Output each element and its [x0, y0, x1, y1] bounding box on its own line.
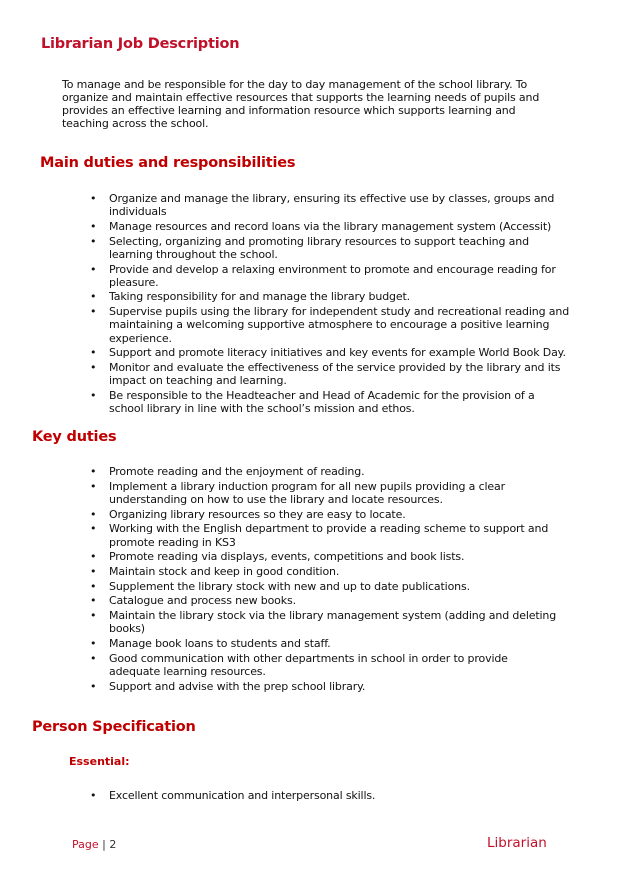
- key-duties-list: [90, 465, 560, 694]
- list-item: • Be responsible to the Headteacher and Head of Academic for the provision of a school library in line with the school’s mission and ethos.: [90, 389, 570, 415]
- list-item: • Excellent communication and interpersonal skills.: [90, 789, 560, 802]
- footer-page-number: [72, 838, 116, 851]
- intro-paragraph: To manage and be responsible for the day to day management of the school library. To organize and maintain effective resources that supports the learning needs of pupils and provides an effective learning and information resource which supports learning and teaching across the school.: [62, 78, 540, 130]
- list-item: • Support and promote literacy initiatives and key events for example World Book Day.: [90, 346, 570, 359]
- list-item: • Catalogue and process new books.: [90, 594, 560, 607]
- list-item: • Support and advise with the prep school library.: [90, 680, 560, 693]
- list-item: • Supplement the library stock with new and up to date publications.: [90, 580, 560, 593]
- person-spec-list: [90, 789, 560, 804]
- footer-doc-name: Librarian: [487, 835, 547, 851]
- list-item: • Maintain the library stock via the library management system (adding and deleting books): [90, 609, 560, 635]
- key-duties-heading: Key duties: [32, 429, 117, 445]
- list-item: • Supervise pupils using the library for independent study and recreational reading and maintaining a welcoming supportive atmosphere to encourage a positive learning experience.: [90, 305, 570, 345]
- essential-subheading: Essential:: [69, 755, 130, 768]
- list-item: • Monitor and evaluate the effectiveness of the service provided by the library and its impact on teaching and learning.: [90, 361, 570, 387]
- main-duties-heading: Main duties and responsibilities: [40, 155, 296, 171]
- list-item: • Implement a library induction program for all new pupils providing a clear understanding on how to use the library and locate resources.: [90, 480, 560, 506]
- footer-page-label: Page: [72, 838, 99, 851]
- list-item: • Manage book loans to students and staff.: [90, 637, 560, 650]
- list-item: • Working with the English department to provide a reading scheme to support and promote reading in KS3: [90, 522, 560, 548]
- person-spec-heading: Person Specification: [32, 719, 196, 735]
- main-duties-list: [90, 192, 570, 417]
- list-item: • Manage resources and record loans via the library management system (Accessit): [90, 220, 570, 233]
- list-item: • Selecting, organizing and promoting library resources to support teaching and learning throughout the school.: [90, 235, 570, 261]
- list-item: • Maintain stock and keep in good condition.: [90, 565, 560, 578]
- list-item: • Organize and manage the library, ensuring its effective use by classes, groups and individuals: [90, 192, 570, 218]
- document-title: Librarian Job Description: [41, 36, 240, 52]
- list-item: • Provide and develop a relaxing environment to promote and encourage reading for pleasure.: [90, 263, 570, 289]
- list-item: • Taking responsibility for and manage the library budget.: [90, 290, 570, 303]
- footer-page-num: | 2: [102, 838, 117, 851]
- list-item: • Promote reading via displays, events, competitions and book lists.: [90, 550, 560, 563]
- list-item: • Organizing library resources so they are easy to locate.: [90, 508, 560, 521]
- list-item: • Good communication with other departments in school in order to provide adequate learning resources.: [90, 652, 560, 678]
- list-item: • Promote reading and the enjoyment of reading.: [90, 465, 560, 478]
